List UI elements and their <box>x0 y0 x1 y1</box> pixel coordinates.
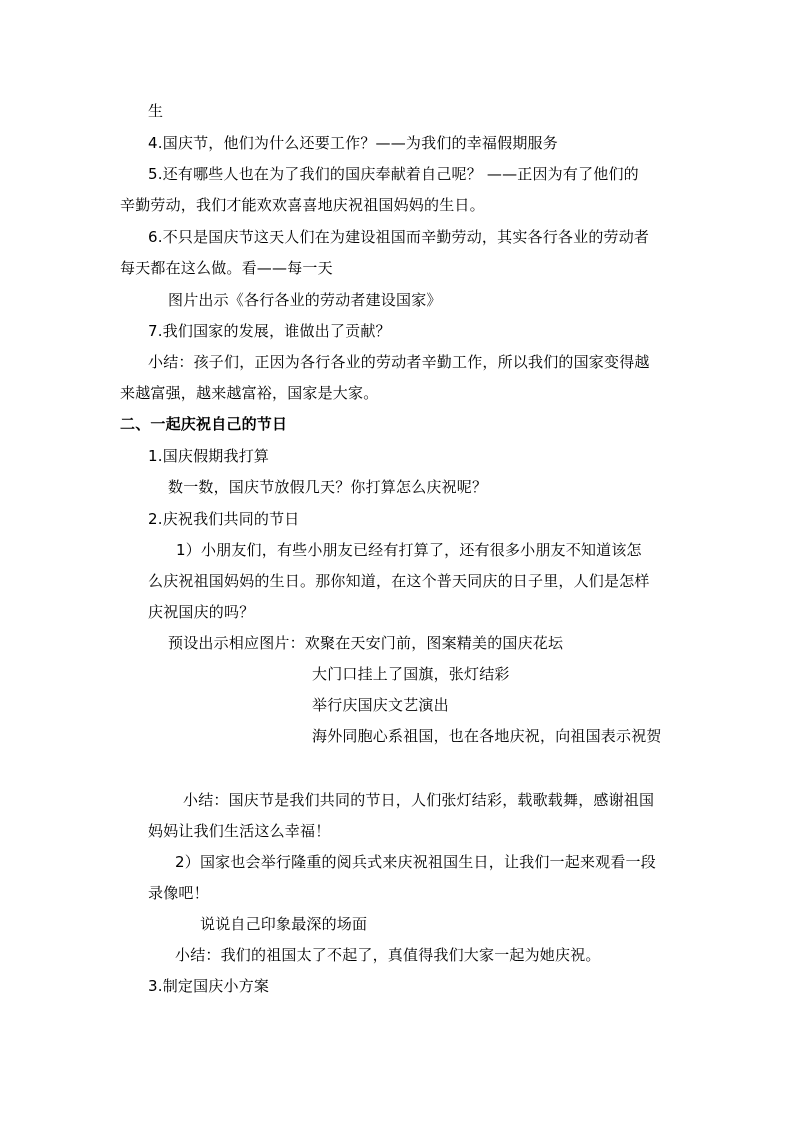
text-line: 图片出示《各行各业的劳动者建设国家》 <box>168 291 442 309</box>
text-line: 举行庆国庆文艺演出 <box>312 696 449 714</box>
section-heading: 二、一起庆祝自己的节日 <box>120 415 288 433</box>
text-line: 妈妈让我们生活这么幸福！ <box>148 822 331 840</box>
text-line: 2.庆祝我们共同的节日 <box>148 510 300 528</box>
text-line: 2）国家也会举行隆重的阅兵式来庆祝祖国生日，让我们一起来观看一段 <box>175 853 656 871</box>
text-line: 1）小朋友们，有些小朋友已经有打算了，还有很多小朋友不知道该怎 <box>176 541 642 559</box>
text-line: 说说自己印象最深的场面 <box>200 915 368 933</box>
text-line: 录像吧！ <box>148 884 209 902</box>
text-line: 小结：国庆节是我们共同的节日，人们张灯结彩，载歌载舞，感谢祖国 <box>183 791 655 809</box>
text-line: 大门口挂上了国旗，张灯结彩 <box>312 665 510 683</box>
text-line: 1.国庆假期我打算 <box>148 447 270 465</box>
text-line: 辛勤劳动，我们才能欢欢喜喜地庆祝祖国妈妈的生日。 <box>120 196 485 214</box>
text-line: 5.还有哪些人也在为了我们的国庆奉献着自己呢？ ——正因为有了他们的 <box>148 165 639 183</box>
text-line: 6.不只是国庆节这天人们在为建设祖国而辛勤劳动，其实各行各业的劳动者 <box>148 228 650 246</box>
text-line: 预设出示相应图片：欢聚在天安门前，图案精美的国庆花坛 <box>168 634 564 652</box>
text-line: 7.我们国家的发展，谁做出了贡献？ <box>148 322 391 340</box>
text-line: 数一数，国庆节放假几天？你打算怎么庆祝呢？ <box>168 478 488 496</box>
text-line: 庆祝国庆的吗？ <box>148 603 255 621</box>
text-line: 海外同胞心系祖国，也在各地庆祝，向祖国表示祝贺 <box>312 727 662 745</box>
text-line: 来越富强，越来越富裕，国家是大家。 <box>120 384 379 402</box>
text-line: 小结：我们的祖国太了不起了，真值得我们大家一起为她庆祝。 <box>175 946 601 964</box>
text-line: 小结：孩子们，正因为各行各业的劳动者辛勤工作，所以我们的国家变得越 <box>148 353 650 371</box>
text-line: 生 <box>148 102 164 120</box>
text-line: 3.制定国庆小方案 <box>148 977 270 995</box>
text-line: 么庆祝祖国妈妈的生日。那你知道，在这个普天同庆的日子里，人们是怎样 <box>148 572 650 590</box>
text-line: 4.国庆节，他们为什么还要工作？——为我们的幸福假期服务 <box>148 134 558 152</box>
text-line: 每天都在这么做。看——每一天 <box>120 259 333 277</box>
